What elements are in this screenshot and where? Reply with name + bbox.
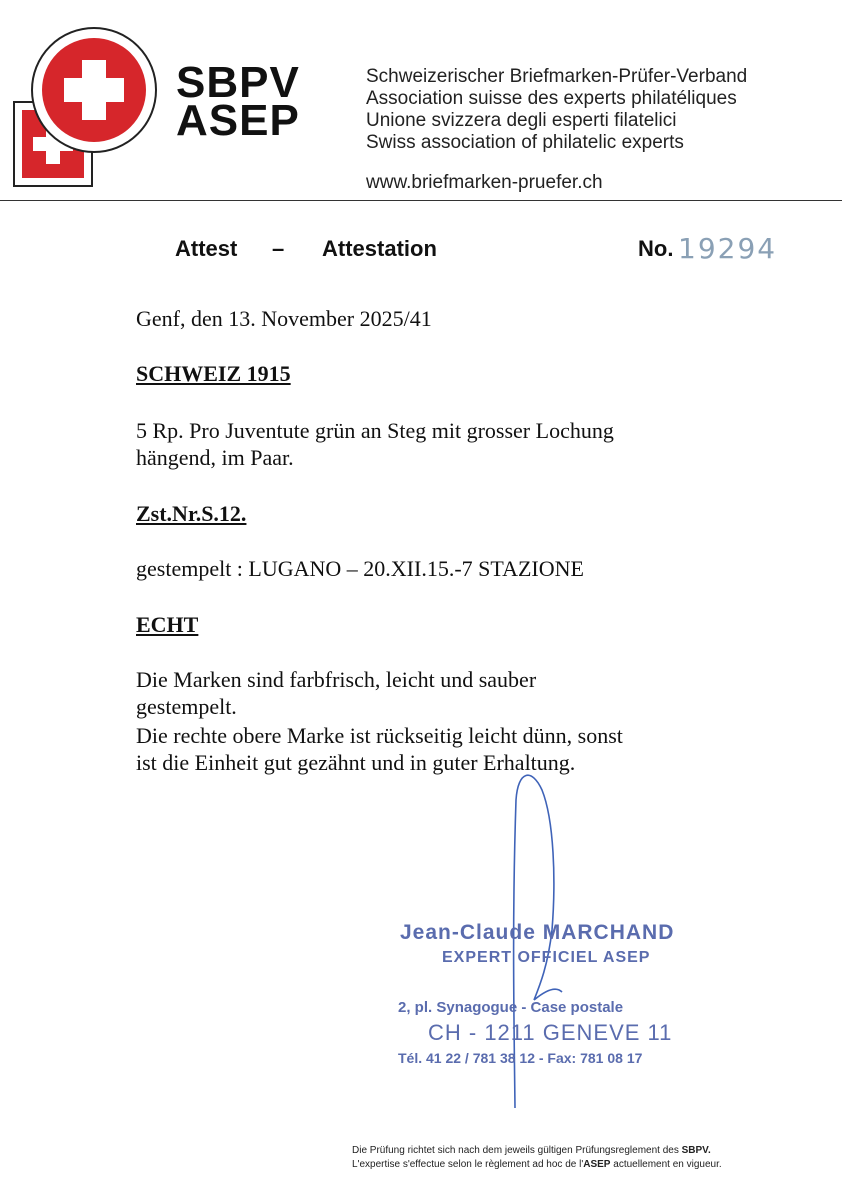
footer-line-2: L'expertise s'effectue selon le règlement ad hoc de l'ASEP actuellement en vigueur. bbox=[352, 1159, 722, 1170]
expert-city: CH - 1211 GENEVE 11 bbox=[428, 1020, 673, 1045]
place-date: Genf, den 13. November 2025/41 bbox=[136, 306, 432, 331]
title-dash: – bbox=[272, 236, 285, 261]
association-name-it: Unione svizzera degli esperti filatelici bbox=[366, 110, 677, 131]
association-name-en: Swiss association of philatelic experts bbox=[366, 132, 684, 153]
acronym-de: SBPV bbox=[176, 58, 300, 107]
condition-line-1: Die Marken sind farbfrisch, leicht und sauber bbox=[136, 667, 537, 692]
acronym-fr: ASEP bbox=[176, 96, 300, 145]
condition-line-4: ist die Einheit gut gezähnt und in guter Erhaltung. bbox=[136, 750, 576, 775]
country-year: SCHWEIZ 1915 bbox=[136, 361, 291, 386]
title-fr: Attestation bbox=[322, 236, 437, 261]
expert-title: EXPERT OFFICIEL ASEP bbox=[442, 949, 651, 966]
title-de: Attest bbox=[175, 236, 238, 261]
website-link[interactable]: www.briefmarken-pruefer.ch bbox=[366, 172, 603, 193]
condition-line-3: Die rechte obere Marke ist rückseitig leicht dünn, sonst bbox=[136, 723, 623, 748]
association-name-fr: Association suisse des experts philatéliques bbox=[366, 88, 737, 109]
condition-line-2: gestempelt. bbox=[136, 694, 237, 719]
association-names bbox=[366, 66, 747, 154]
description-line-1: 5 Rp. Pro Juventute grün an Steg mit grosser Lochung bbox=[136, 418, 614, 443]
catalogue-number: Zst.Nr.S.12. bbox=[136, 501, 247, 526]
acronym-block bbox=[176, 58, 300, 145]
description-line-2: hängend, im Paar. bbox=[136, 445, 294, 470]
expert-phone: Tél. 41 22 / 781 38 12 - Fax: 781 08 17 bbox=[398, 1050, 643, 1066]
expert-name: Jean-Claude MARCHAND bbox=[400, 921, 675, 944]
association-name-de: Schweizerischer Briefmarken-Prüfer-Verband bbox=[366, 66, 748, 87]
footer-line-1: Die Prüfung richtet sich nach dem jeweils gültigen Prüfungsreglement des SBPV. bbox=[352, 1145, 711, 1156]
number-label: No. bbox=[638, 236, 674, 261]
cancel-info: gestempelt : LUGANO – 20.XII.15.-7 STAZIONE bbox=[136, 556, 584, 581]
expert-address: 2, pl. Synagogue - Case postale bbox=[398, 999, 624, 1016]
verdict: ECHT bbox=[136, 612, 199, 637]
certificate-number: 19294 bbox=[678, 232, 778, 265]
stamp-round-icon bbox=[32, 28, 156, 152]
header-divider bbox=[0, 200, 842, 201]
footer-note bbox=[352, 1144, 722, 1172]
sbpv-logo bbox=[8, 16, 168, 196]
